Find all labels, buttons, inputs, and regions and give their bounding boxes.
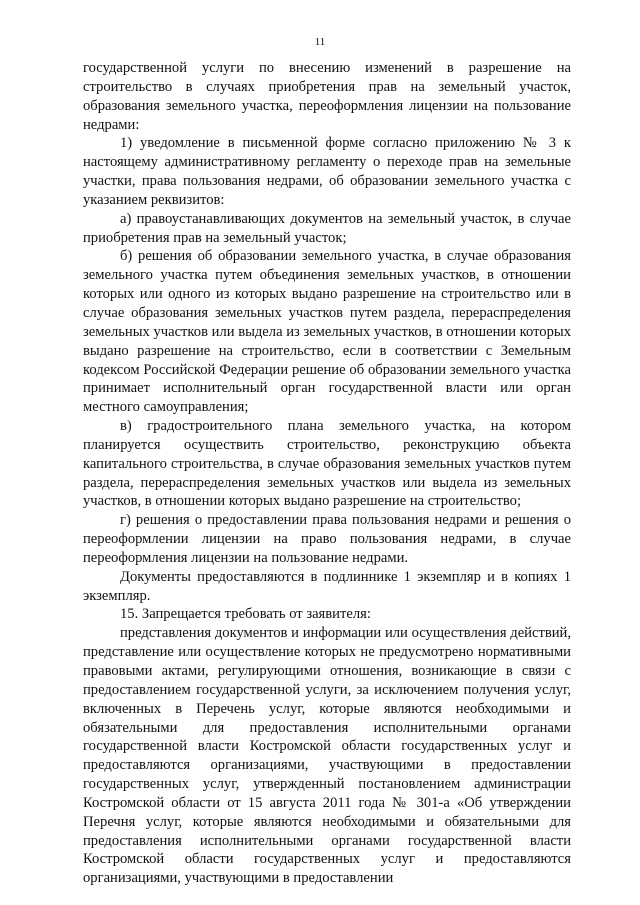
paragraph-item-v: в) градостроительного плана земельного участка, на котором планируется осуществить строительство, реконструкцию объекта капитального строительства, в случае образования земельных участков путем раздела, перераспределения земельных участков или выдела из земельных участков, в отношении которых выдано разрешение на строительство; [83, 418, 571, 510]
paragraph-item-g: г) решения о предоставлении права пользования недрами и решения о переоформлении лицензии на право пользования недрами, в случае переоформления лицензии на пользование недрами. [83, 512, 571, 566]
paragraph-item-1: 1) уведомление в письменной форме согласно приложению № 3 к настоящему административному регламенту о переходе прав на земельные участки, права пользования недрами, об образовании земельного участка с указанием реквизитов: [83, 135, 571, 208]
document-body [83, 59, 571, 888]
paragraph-clause-15: 15. Запрещается требовать от заявителя: [120, 606, 371, 623]
paragraph-continuation: государственной услуги по внесению изменений в разрешение на строительство в случаях приобретения прав на земельный участок, образования земельного участка, переоформления лицензии на пользование недрами: [83, 60, 571, 133]
paragraph-documents-note: Документы предоставляются в подлиннике 1 экземпляр и в копиях 1 экземпляр. [83, 568, 571, 604]
paragraph-item-b: б) решения об образовании земельного участка, в случае образования земельного участка путем объединения земельных участков, в отношении которых или одного из которых выдано разрешение на строительство или в случае образования земельных участков путем раздела, перераспределения земельных участков или выдела из земельных участков, в отношении которых выдано разрешение на строительство, если в соответствии с Земельным кодексом Российской Федерации решение об образовании земельного участка принимает исполнительный орган государственной власти или орган местного самоуправления; [83, 248, 571, 416]
paragraph-clause-15-text: представления документов и информации или осуществления действий, представление или осуществление которых не предусмотрено нормативными правовыми актами, регулирующими отношения, возникающие в связи с предоставлением государственной услуги, за исключением получения услуг, включенных в Перечень услуг, которые являются необходимыми и обязательными для предоставления исполнительными органами государственной власти Костромской области государственных услуг и предоставляются организациями, участвующими в предоставлении государственных услуг, утвержденный постановлением администрации Костромской области от 15 августа 2011 года № 301-а «Об утверждении Перечня услуг, которые являются необходимыми и обязательными для предоставления исполнительными органами государственной власти Костромской области государственных услуг и предоставляются организациями, участвующими в предоставлении [83, 625, 571, 887]
page-number: 11 [314, 36, 326, 48]
paragraph-item-a: а) правоустанавливающих документов на земельный участок, в случае приобретения прав на земельный участок; [83, 210, 571, 246]
